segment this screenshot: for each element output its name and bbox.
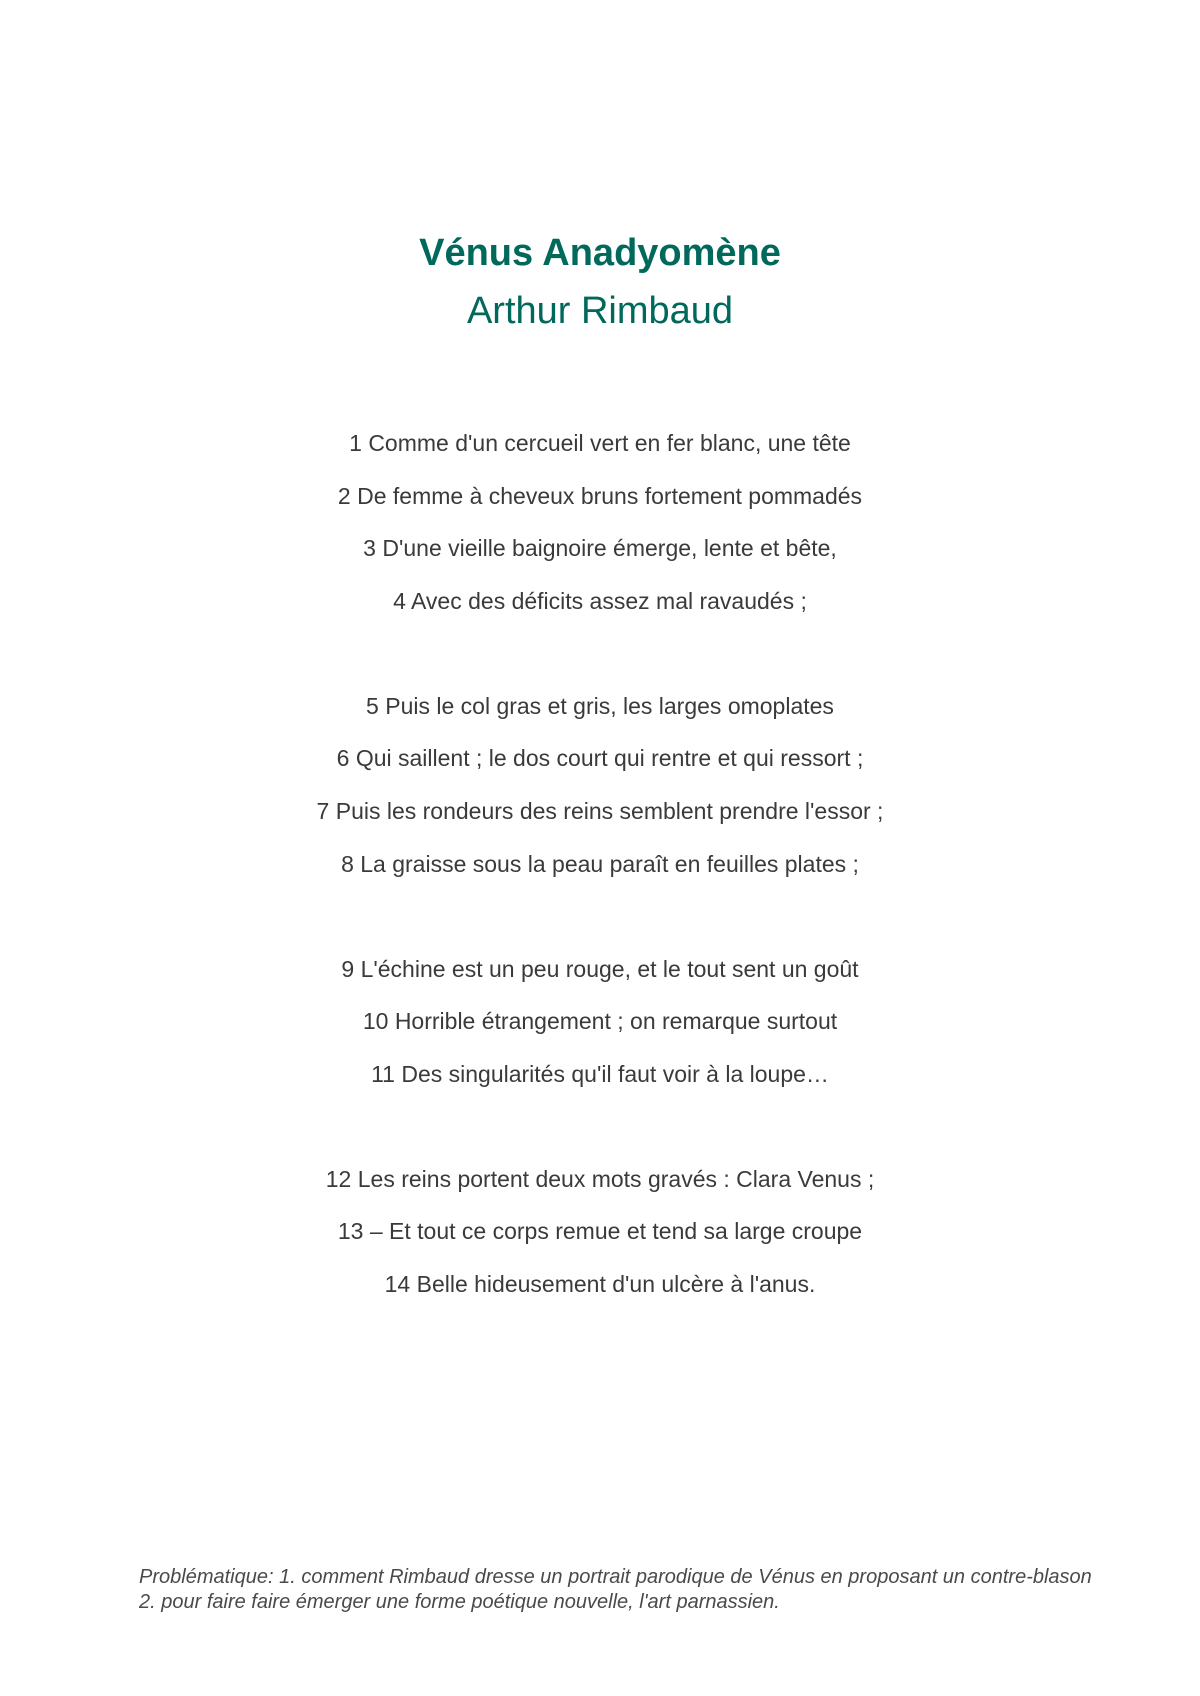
verse-line: 2 De femme à cheveux bruns fortement pommadés (337, 483, 863, 509)
verse-line: 14 Belle hideusement d'un ulcère à l'anus. (384, 1271, 816, 1297)
verse-line: 1 Comme d'un cercueil vert en fer blanc, une tête (349, 430, 851, 456)
verse-line: 8 La graisse sous la peau paraît en feuilles plates ; (341, 851, 859, 877)
poem-author: Arthur Rimbaud (466, 290, 734, 332)
verse-line: 4 Avec des déficits assez mal ravaudés ; (393, 588, 807, 614)
problematique-note: Problématique: 1. comment Rimbaud dresse un portrait parodique de Vénus en proposant un contre-blason 2. pour faire faire émerger une forme poétique nouvelle, l'art parnassien. (139, 1566, 1092, 1613)
verse-line: 13 – Et tout ce corps remue et tend sa large croupe (337, 1218, 863, 1244)
verse-line: 7 Puis les rondeurs des reins semblent prendre l'essor ; (316, 798, 884, 824)
verse-line: 9 L'échine est un peu rouge, et le tout sent un goût (341, 956, 859, 982)
verse-line: 5 Puis le col gras et gris, les larges omoplates (366, 693, 834, 719)
verse-line: 12 Les reins portent deux mots gravés : Clara Venus ; (325, 1166, 875, 1192)
verse-line: 3 D'une vieille baignoire émerge, lente et bête, (363, 535, 837, 561)
verse-line: 10 Horrible étrangement ; on remarque surtout (362, 1008, 838, 1034)
verse-line: 11 Des singularités qu'il faut voir à la loupe… (371, 1061, 829, 1087)
poem-title: Vénus Anadyomène (419, 232, 781, 274)
verse-line: 6 Qui saillent ; le dos court qui rentre et qui ressort ; (336, 745, 864, 771)
